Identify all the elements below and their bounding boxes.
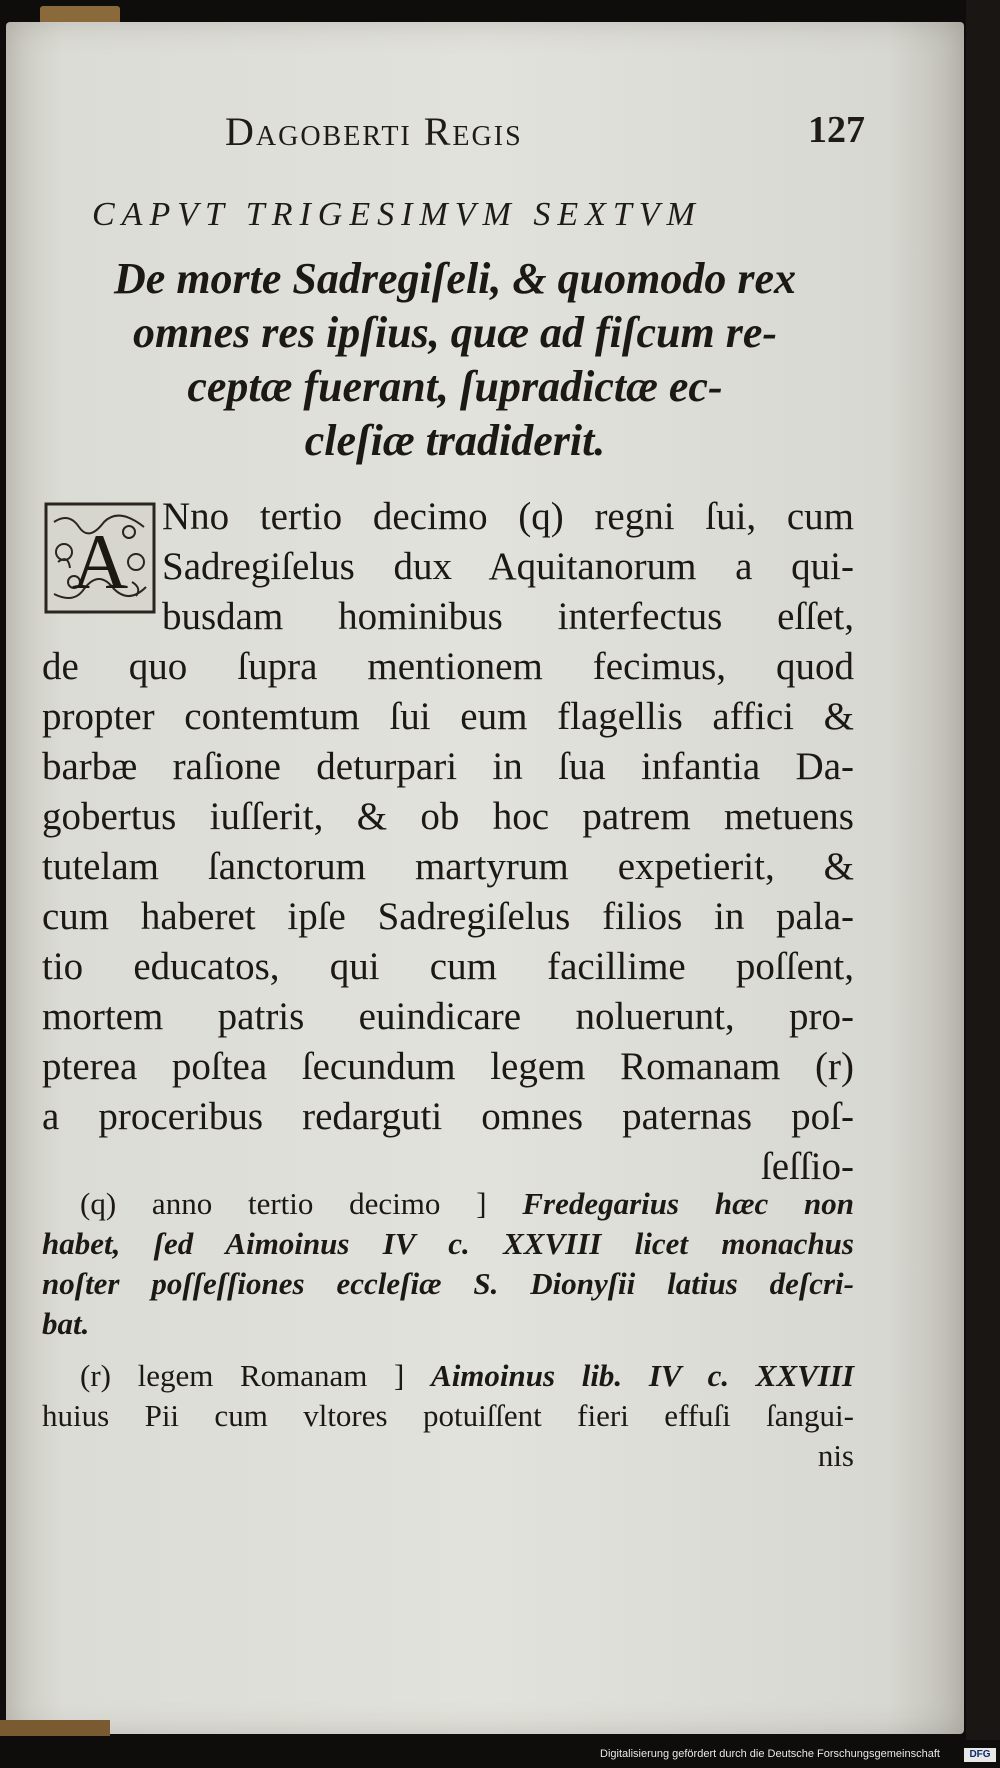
text-line: tio educatos, qui cum facillime poſſent,	[42, 945, 854, 988]
text-line: propter contemtum ſui eum flagellis affici &	[42, 695, 854, 738]
chapter-title: CAPVT TRIGESIMVM SEXTVM	[92, 196, 702, 233]
footnote-line: huius Pii cum vltores potuiſſent fieri effuſi ſangui-	[42, 1398, 854, 1433]
text-line: tutelam ſanctorum martyrum expetierit, &	[42, 845, 854, 888]
text-line: busdam hominibus interfectus eſſet,	[162, 595, 854, 638]
running-head: Dagoberti Regis	[225, 109, 523, 154]
text-line: Nno tertio decimo (q) regni ſui, cum	[162, 495, 854, 538]
spine-binding-bottom	[0, 1720, 110, 1736]
footnote-lemma: (r) legem Romanam ]	[80, 1358, 405, 1393]
footnote-line: bat.	[42, 1306, 90, 1341]
text-line: gobertus iuſſerit, & ob hoc patrem metuens	[42, 795, 854, 838]
footnote-r	[42, 1356, 854, 1476]
dfg-logo: DFG	[964, 1748, 996, 1762]
text-line: Sadregiſelus dux Aquitanorum a qui-	[162, 545, 854, 588]
initial-letter: A	[71, 518, 129, 605]
text-line: a proceribus redarguti omnes paternas poſ-	[42, 1095, 854, 1138]
main-text	[42, 492, 854, 1192]
footnote-q	[42, 1184, 854, 1344]
subtitle-line: cleſiæ tradiderit.	[304, 416, 606, 465]
subtitle-line: De morte Sadregiſeli, & quomodo rex	[114, 254, 796, 303]
subtitle-line: ceptæ fuerant, ſupradictæ ec-	[187, 362, 723, 411]
footnote-line: habet, ſed Aimoinus IV c. XXVIII licet monachus	[42, 1226, 854, 1261]
chapter-subtitle	[40, 252, 870, 468]
book-edge	[966, 0, 1000, 1740]
text-line: de quo ſupra mentionem fecimus, quod	[42, 645, 854, 688]
text-line: barbæ raſione deturpari in ſua infantia Da-	[42, 745, 854, 788]
footnote-note: Fredegarius hæc non	[522, 1186, 855, 1221]
text-line: mortem patris euindicare noluerunt, pro-	[42, 995, 854, 1038]
footnote-line: noſter poſſeſſiones eccleſiæ S. Dionyſii latius deſcri-	[42, 1266, 854, 1301]
text-line: ſeſſio-	[760, 1145, 854, 1188]
footnote-note: Aimoinus lib. IV c. XXVIII	[431, 1358, 855, 1393]
footnote-lemma: (q) anno tertio decimo ]	[80, 1186, 487, 1221]
footnote-line	[42, 1356, 854, 1396]
digitization-credit: Digitalisierung gefördert durch die Deutsche Forschungsgemeinschaft	[600, 1748, 940, 1760]
text-line: cum haberet ipſe Sadregiſelus filios in pala-	[42, 895, 854, 938]
footnote-line	[42, 1184, 854, 1224]
page-number: 127	[808, 109, 865, 151]
text-line: pterea poſtea ſecundum legem Romanam (r)	[42, 1045, 854, 1088]
subtitle-line: omnes res ipſius, quæ ad fiſcum re-	[132, 308, 778, 357]
footnote-line: nis	[817, 1438, 854, 1473]
